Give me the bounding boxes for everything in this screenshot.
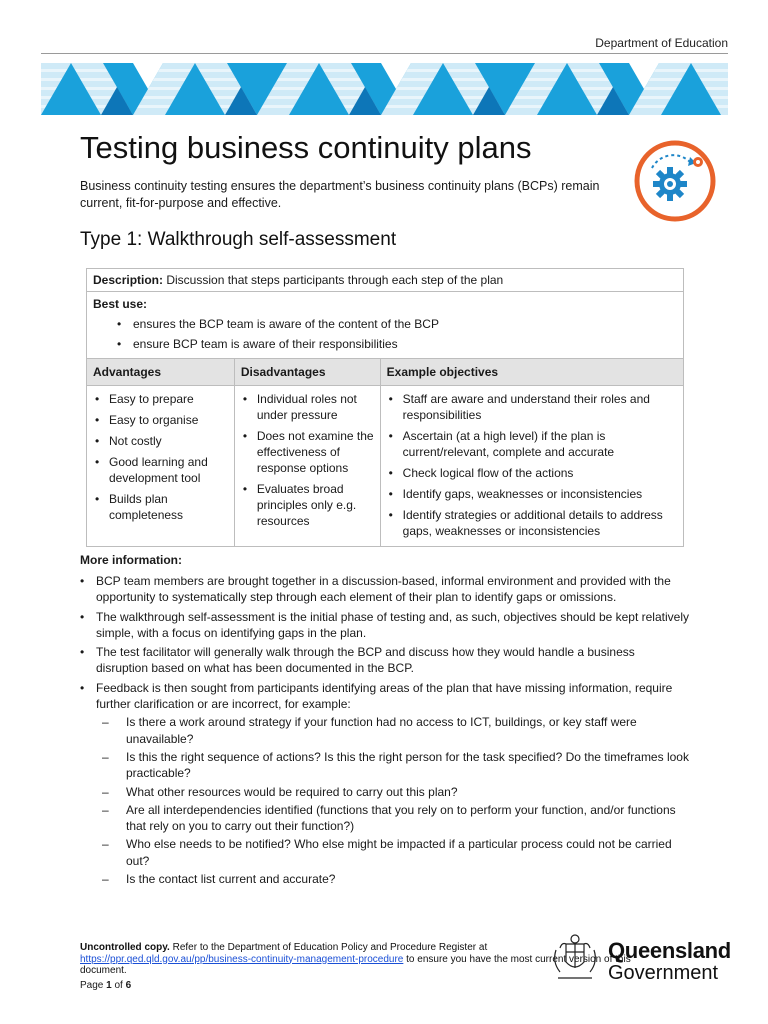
question-item: – What other resources would be required to carry out this plan? — [96, 784, 690, 800]
question-item: – Are all interdependencies identified (functions that you rely on to perform your function, and/or functions that rely on you to carry out their function?) — [96, 802, 690, 835]
advantage-item: • Easy to organise — [93, 412, 228, 428]
best-use-list — [93, 316, 677, 352]
header-banner — [41, 63, 728, 115]
description-text: Discussion that steps participants through each step of the plan — [163, 273, 504, 287]
advantage-item: • Easy to prepare — [93, 391, 228, 407]
process-gear-icon — [632, 138, 718, 224]
procedure-link[interactable]: https://ppr.qed.qld.gov.au/pp/business-continuity-management-procedure — [80, 953, 404, 965]
best-use-item: • ensure BCP team is aware of their responsibilities — [93, 336, 677, 352]
objective-item: • Identify gaps, weaknesses or inconsistencies — [387, 486, 677, 502]
more-info-item: • The test facilitator will generally walk through the BCP and discuss how they would handle a business disruption based on what has been documented in the BCP. — [80, 644, 690, 677]
coat-of-arms-icon — [548, 932, 602, 986]
advantages-list — [93, 391, 228, 523]
question-item: – Is there a work around strategy if your function had no access to ICT, buildings, or key staff were unavailable? — [96, 714, 690, 747]
table-body-row — [87, 386, 684, 547]
advantage-item: • Not costly — [93, 433, 228, 449]
footer-text-1: Refer to the Department of Education Policy and Procedure Register at — [169, 942, 488, 953]
header-objectives: Example objectives — [380, 359, 683, 386]
department-label: Department of Education — [595, 36, 728, 50]
best-use-row — [87, 292, 684, 359]
logo-government: Government — [608, 962, 719, 984]
advantage-item: • Builds plan completeness — [93, 491, 228, 523]
advantage-item: • Good learning and development tool — [93, 454, 228, 486]
more-info-item-feedback — [80, 680, 690, 888]
more-info-heading: More information: — [80, 553, 182, 567]
table-header-row — [87, 359, 684, 386]
walkthrough-table — [86, 268, 684, 547]
best-use-cell — [87, 292, 684, 359]
feedback-text: Feedback is then sought from participants identifying areas of the plan that have missing information, require further clarification or are incorrect, for example: — [96, 680, 673, 712]
objective-item: • Check logical flow of the actions — [387, 465, 677, 481]
description-cell — [87, 269, 684, 292]
header-disadvantages: Disadvantages — [234, 359, 380, 386]
question-item: – Is the contact list current and accurate? — [96, 871, 690, 887]
intro-paragraph: Business continuity testing ensures the department’s business continuity plans (BCPs) remain current, fit-for-purpose and effective. — [80, 179, 600, 210]
best-use-item: • ensures the BCP team is aware of the content of the BCP — [93, 316, 677, 332]
objective-item: • Staff are aware and understand their roles and responsibilities — [387, 391, 677, 423]
question-list — [96, 714, 690, 887]
disadvantages-cell — [234, 386, 380, 547]
advantages-cell — [87, 386, 235, 547]
total-pages: 6 — [125, 980, 132, 991]
best-use-label: Best use: — [93, 297, 148, 311]
disadvantages-list — [241, 391, 374, 529]
disadvantage-item: • Evaluates broad principles only e.g. resources — [241, 481, 374, 529]
page-title: Testing business continuity plans — [80, 130, 532, 165]
more-info-item: • The walkthrough self-assessment is the initial phase of testing and, as such, objectives should be kept relatively simple, with a focus on identifying gaps in the plan. — [80, 609, 690, 642]
description-row — [87, 269, 684, 292]
footer-text-2: to ensure you have the most current version of this document. — [80, 953, 631, 976]
logo-queensland: Queensland — [608, 938, 731, 963]
question-item: – Who else needs to be notified? Who else might be impacted if a particular process could not be carried out? — [96, 836, 690, 869]
objective-item: • Identify strategies or additional details to address gaps, weaknesses or inconsistencies — [387, 507, 677, 539]
disadvantage-item: • Does not examine the effectiveness of response options — [241, 428, 374, 476]
description-label: Description: — [93, 273, 164, 287]
more-info-list — [80, 573, 690, 890]
more-info-item: • BCP team members are brought together in a discussion-based, informal environment and provided with the opportunity to systematically step through each element of their plan to identify gaps or omissions. — [80, 573, 690, 606]
objectives-list — [387, 391, 677, 539]
queensland-government-logo — [548, 932, 731, 986]
section-subtitle: Type 1: Walkthrough self-assessment — [80, 229, 397, 250]
header-divider — [41, 53, 728, 54]
objectives-cell — [380, 386, 683, 547]
question-item: – Is this the right sequence of actions? Is this the right person for the task specified? Do the timeframes look practicable? — [96, 749, 690, 782]
current-page: 1 — [106, 980, 112, 991]
objective-item: • Ascertain (at a high level) if the plan is current/relevant, complete and accurate — [387, 428, 677, 460]
uncontrolled-label: Uncontrolled copy. — [80, 942, 170, 953]
disadvantage-item: • Individual roles not under pressure — [241, 391, 374, 423]
header-advantages: Advantages — [87, 359, 235, 386]
page-number: Page 1 of 6 — [80, 980, 132, 991]
